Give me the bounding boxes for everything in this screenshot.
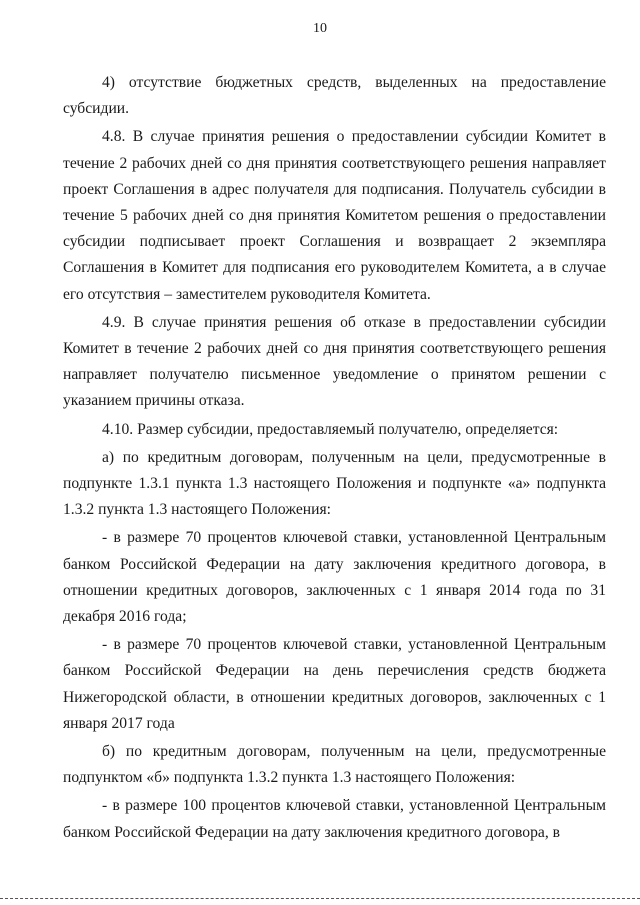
page-number: 10 — [313, 21, 327, 36]
paragraph-bullet-70-2014: - в размере 70 процентов ключевой ставки, установленной Центральным банком Российской Федерации на дату заключения кредитного договора, в отношении кредитных договоров, заключенных с 1 января 2014 года по 31 декабря 2016 года; — [63, 529, 606, 626]
bottom-scan-edge — [0, 898, 640, 899]
paragraph-4-10: 4.10. Размер субсидии, предоставляемый получателю, определяется: — [102, 420, 559, 438]
paragraph-bullet-100: - в размере 100 процентов ключевой ставки, установленной Центральным банком Российской Федерации на дату заключения кредитного договора, в — [63, 797, 606, 841]
paragraph-4-9: 4.9. В случае принятия решения об отказе в предоставлении субсидии Комитет в течение 2 рабочих дней со дня принятия соответствующего решения направляет получателю письменное уведомление о принятом решении с указанием причины отказа. — [63, 313, 606, 410]
paragraph-4-8: 4.8. В случае принятия решения о предоставлении субсидии Комитет в течение 2 рабочих дней со дня принятия соответствующего решения направляет проект Соглашения в адрес получателя для подписания. Получатель субсидии в течение 5 рабочих дней со дня принятия Комитетом решения о предоставлении субсидии подписывает проект Соглашения и возвращает 2 экземпляра Соглашения в Комитет для подписания его руководителем Комитета, а в случае его отсутствия – заместителем руководителя Комитета. — [63, 128, 606, 303]
paragraph-item-4: 4) отсутствие бюджетных средств, выделенных на предоставление субсидии. — [63, 74, 606, 118]
paragraph-4-10-a: а) по кредитным договорам, полученным на цели, предусмотренные в подпункте 1.3.1 пункта 1.3 настоящего Положения и подпункте «а» подпункта 1.3.2 пункта 1.3 настоящего Положения: — [63, 448, 606, 519]
paragraph-bullet-70-2017: - в размере 70 процентов ключевой ставки, установленной Центральным банком Российской Федерации на день перечисления средств бюджета Нижегородской области, в отношении кредитных договоров, заключенных с 1 января 2017 года — [63, 636, 606, 732]
paragraph-4-10-b: б) по кредитным договорам, полученным на цели, предусмотренные подпунктом «б» подпункта 1.3.2 пункта 1.3 настоящего Положения: — [63, 743, 606, 787]
document-body — [63, 70, 606, 846]
